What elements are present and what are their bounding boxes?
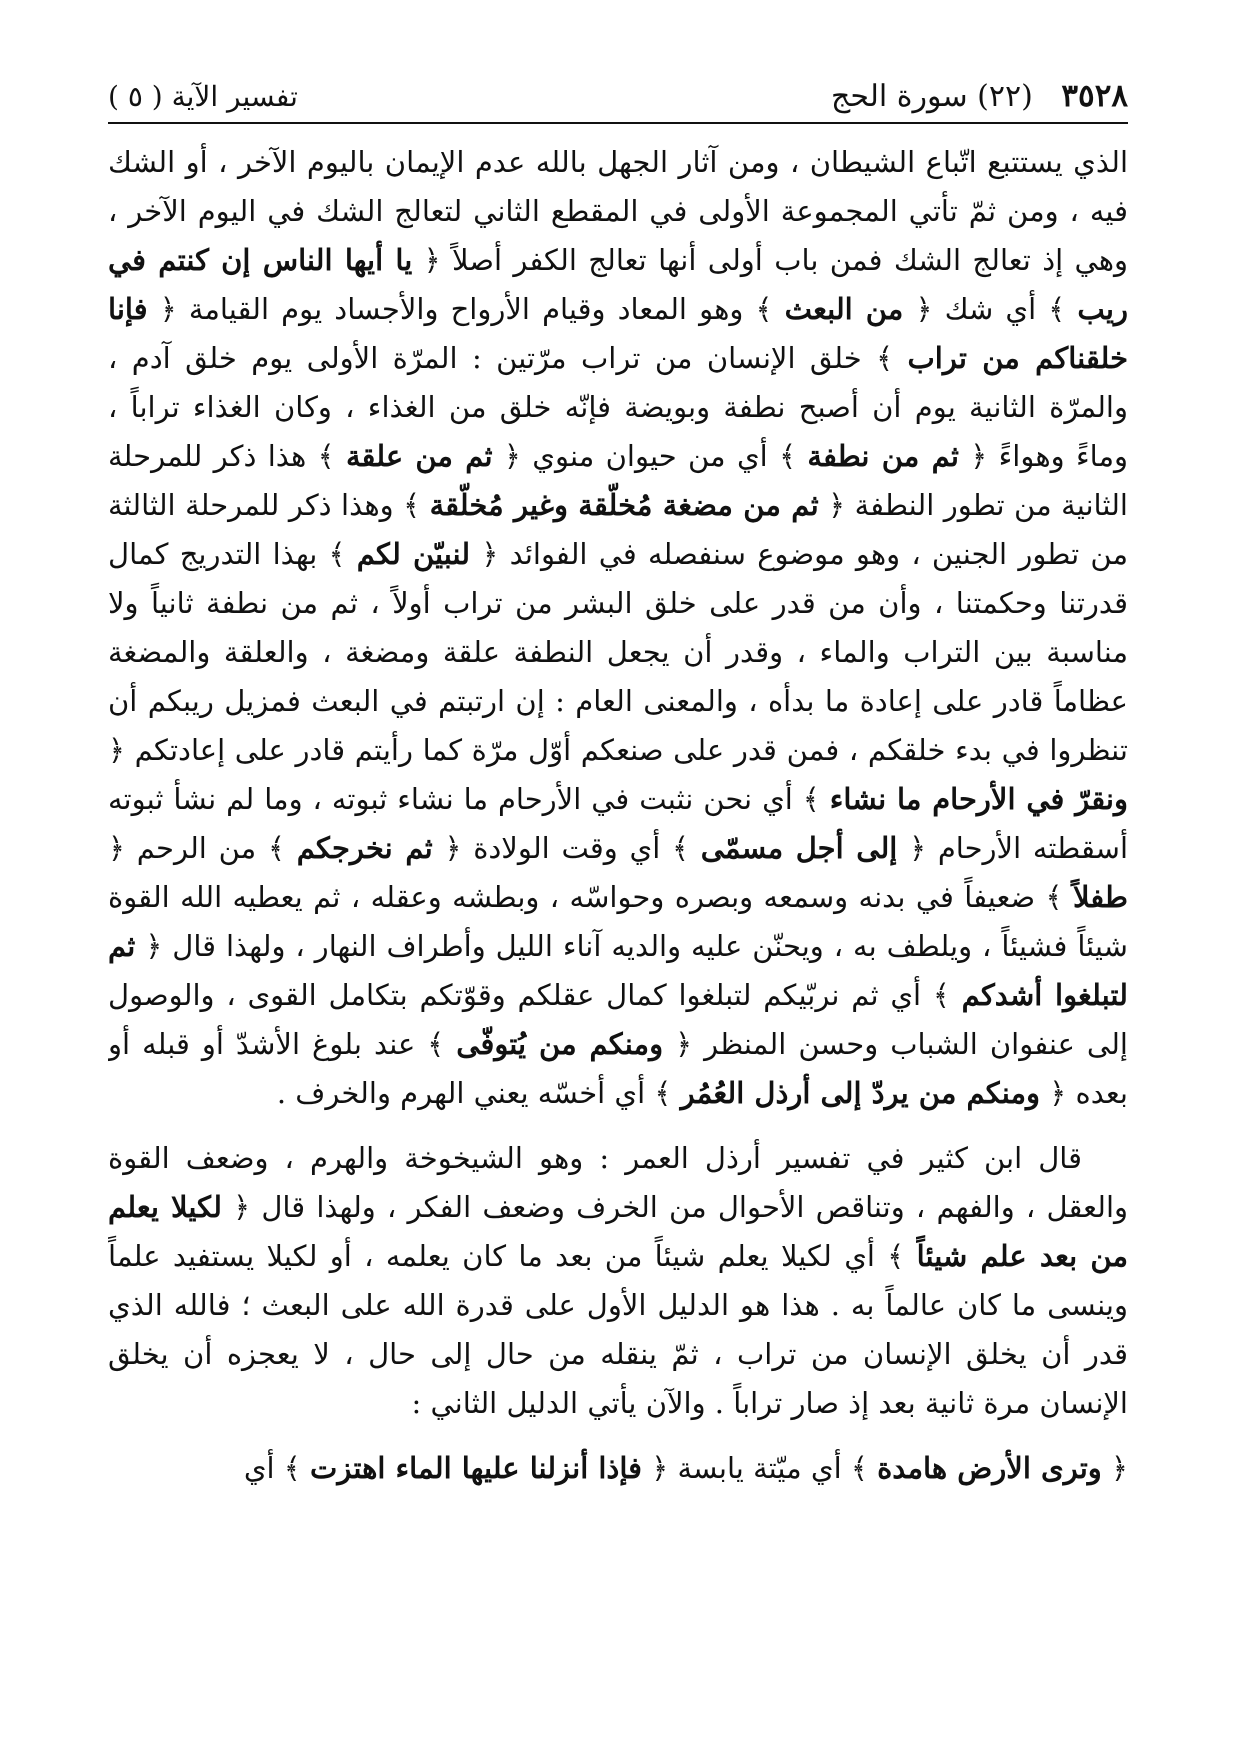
verse-text: ثم من مضغة مُخلّقة وغير مُخلّقة [429, 488, 819, 522]
verse-bracket-open: ﴿ [958, 439, 988, 473]
verse-quote [851, 1451, 1128, 1485]
paragraph [108, 1134, 1128, 1428]
verse-text: ونقرّ في الأرحام ما نشاء [829, 782, 1128, 816]
body-text: الذي يستتبع اتّباع الشيطان ، ومن آثار الجهل بالله عدم الإيمان باليوم الآخر ، أو الشك فيه ، ومن ثمّ تأتي المجموعة الأولى في المقطع الثاني لتعالج الشك في اليوم الآخر ، وهي إذ تعالج الشك فمن باب أولى أنها تعالج الكفر أصلاً [108, 145, 1128, 277]
body-text: وهذا ذكر للمرحلة الثالثة من تطور الجنين ، وهو موضوع سنفصله في الفوائد [108, 488, 1128, 571]
verse-bracket-close: ﴾ [427, 1027, 457, 1061]
page-header [108, 70, 1128, 124]
body-text: أي ثم نربّيكم لتبلغوا كمال عقلكم وقوّتكم بتكامل القوى ، والوصول إلى عنفوان الشباب وحسن المنظر [108, 978, 1128, 1061]
verse-text: ثم من نطفة [807, 439, 959, 473]
verse-bracket-open: ﴿ [897, 831, 927, 865]
verse-quote [756, 292, 933, 326]
verse-bracket-close: ﴾ [654, 1076, 681, 1110]
body-text: أي أخسّه يعني الهرم والخرف . [276, 1076, 655, 1110]
verse-bracket-close: ﴾ [1048, 292, 1078, 326]
body-text: هذا ذكر للمرحلة الثانية من تطور النطفة [108, 439, 1128, 522]
verse-bracket-close: ﴾ [328, 537, 357, 571]
verse-bracket-close: ﴾ [1045, 880, 1073, 914]
verse-bracket-close: ﴾ [317, 439, 346, 473]
verse-bracket-open: ﴿ [147, 292, 177, 326]
verse-bracket-close: ﴾ [850, 1451, 878, 1485]
verse-bracket-open: ﴿ [221, 1190, 251, 1224]
body-text: أي نحن نثبت في الأرحام ما نشاء ثبوته ، وما لم نشأ ثبوته أسقطته الأرحام [108, 782, 1128, 865]
verse-bracket-open: ﴿ [135, 929, 163, 963]
verse-text: من البعث [784, 292, 904, 326]
body-text: خلق الإنسان من تراب مرّتين : المرّة الأولى يوم خلق آدم ، والمرّة الثانية يوم أن أصبح نطفة وبويضة فإنّه خلق من الغذاء ، وكان الغذاء تراباً ، وماءً وهواءً [108, 341, 1128, 473]
verse-text: فإنا خلقناكم من تراب [108, 292, 1128, 375]
verse-bracket-open: ﴿ [1040, 1076, 1067, 1110]
verse-text: فإذا أنزلنا عليها الماء اهتزت [310, 1451, 643, 1485]
verse-text: ثم من علقة [346, 439, 493, 473]
page-body [108, 138, 1128, 1738]
verse-quote [318, 439, 521, 473]
verse-bracket-open: ﴿ [108, 831, 125, 865]
verse-quote [403, 488, 845, 522]
verse-bracket-open: ﴿ [818, 488, 846, 522]
verse-bracket-open: ﴿ [470, 537, 499, 571]
verse-bracket-close: ﴾ [887, 1239, 917, 1273]
verse-bracket-open: ﴿ [903, 292, 933, 326]
verse-quote [654, 1076, 1066, 1110]
body-text: أي [243, 1451, 284, 1485]
body-text: أي ميّتة يابسة [668, 1451, 851, 1485]
surah-title: (٢٢) سورة الحج [831, 79, 1033, 114]
body-text: بهذا التدريج كمال قدرتنا وحكمتنا ، وأن من قدر على خلق البشر من تراب أولاً ، ثم من نطفة ثانياً ولا مناسبة بين التراب والماء ، وقدر أن يجعل النطفة علقة ومضغة ، والعلقة والمضغة عظاماً قادر على إعادة ما بدأه ، والمعنى العام : إن ارتبتم في البعث فمزيل ريبكم أن تنظروا في بدء خلقكم ، فمن قدر على صنعكم أوّل مرّة كما رأيتم قادر على إعادتكم [108, 537, 1128, 767]
paragraph [108, 1444, 1128, 1493]
verse-text: طفلاً [1072, 880, 1128, 914]
verse-bracket-close: ﴾ [267, 831, 297, 865]
verse-text: لكيلا يعلم من بعد علم شيئاً [108, 1190, 1128, 1273]
verse-bracket-open: ﴿ [108, 733, 125, 767]
verse-text: إلى أجل مسمّى [700, 831, 898, 865]
verse-quote [329, 537, 499, 571]
verse-text: وترى الأرض هامدة [877, 1451, 1102, 1485]
verse-bracket-close: ﴾ [672, 831, 701, 865]
body-text: أي وقت الولادة [461, 831, 673, 865]
body-text: وهو المعاد وقيام الأرواح والأجساد يوم القيامة [176, 292, 756, 326]
verse-bracket-close: ﴾ [779, 439, 808, 473]
verse-quote [268, 831, 462, 865]
verse-text: يا أيها الناس إن كنتم في ريب [108, 243, 1128, 326]
verse-bracket-open: ﴿ [432, 831, 462, 865]
section-title: تفسير الآية ( ٥ ) [108, 80, 298, 113]
body-text: قال ابن كثير في تفسير أرذل العمر : وهو الشيخوخة والهرم ، وضعف القوة والعقل ، والفهم ، وتناقص الأحوال من الخرف وضعف الفكر ، ولهذا قال [108, 1141, 1128, 1224]
verse-bracket-close: ﴾ [932, 978, 962, 1012]
verse-bracket-close: ﴾ [755, 292, 785, 326]
verse-text: ومنكم من يردّ إلى أرذل العُمُر [680, 1076, 1041, 1110]
verse-bracket-open: ﴿ [412, 243, 441, 277]
verse-bracket-open: ﴿ [663, 1027, 693, 1061]
verse-text: لنبيّن لكم [356, 537, 471, 571]
verse-text: ثم لتبلغوا أشدكم [108, 929, 1128, 1012]
verse-bracket-close: ﴾ [403, 488, 430, 522]
verse-bracket-close: ﴾ [283, 1451, 311, 1485]
verse-quote [284, 1451, 668, 1485]
paragraph [108, 138, 1128, 1118]
verse-quote [672, 831, 926, 865]
body-text: أي شك [932, 292, 1049, 326]
body-text: ضعيفاً في بدنه وسمعه وبصره وحواسّه ، وبطشه وعقله ، ثم يعطيه الله القوة شيئاً فشيئاً ، ويلطف به ، ويحنّن عليه والديه آناء الليل وأطراف النهار ، ولهذا قال [108, 880, 1128, 963]
body-text: عند بلوغ الأشدّ أو قبله أو بعده [108, 1027, 1128, 1110]
verse-bracket-open: ﴿ [492, 439, 521, 473]
verse-text: ومنكم من يُتوفّى [456, 1027, 664, 1061]
verse-bracket-close: ﴾ [876, 341, 908, 375]
verse-bracket-close: ﴾ [802, 782, 830, 816]
body-text: أي لكيلا يعلم شيئاً من بعد ما كان يعلمه ، أو لكيلا يستفيد علماً وينسى ما كان عالماً به . هذا هو الدليل الأول على قدرة الله على البعث ؛ فالله الذي قدر أن يخلق الإنسان من تراب ، ثمّ ينقله من حال إلى حال ، لا يعجزه أن يخلق الإنسان مرة ثانية بعد إذ صار تراباً . والآن يأتي الدليل الثاني : [108, 1239, 1128, 1420]
verse-bracket-open: ﴿ [642, 1451, 669, 1485]
verse-text: ثم نخرجكم [296, 831, 433, 865]
header-right [831, 78, 1128, 114]
verse-bracket-open: ﴿ [1101, 1451, 1128, 1485]
body-text: من الرحم [125, 831, 268, 865]
page-number: ٣٥٢٨ [1061, 78, 1128, 114]
verse-quote [779, 439, 987, 473]
verse-quote [427, 1027, 692, 1061]
body-text: أي من حيوان منوي [520, 439, 780, 473]
